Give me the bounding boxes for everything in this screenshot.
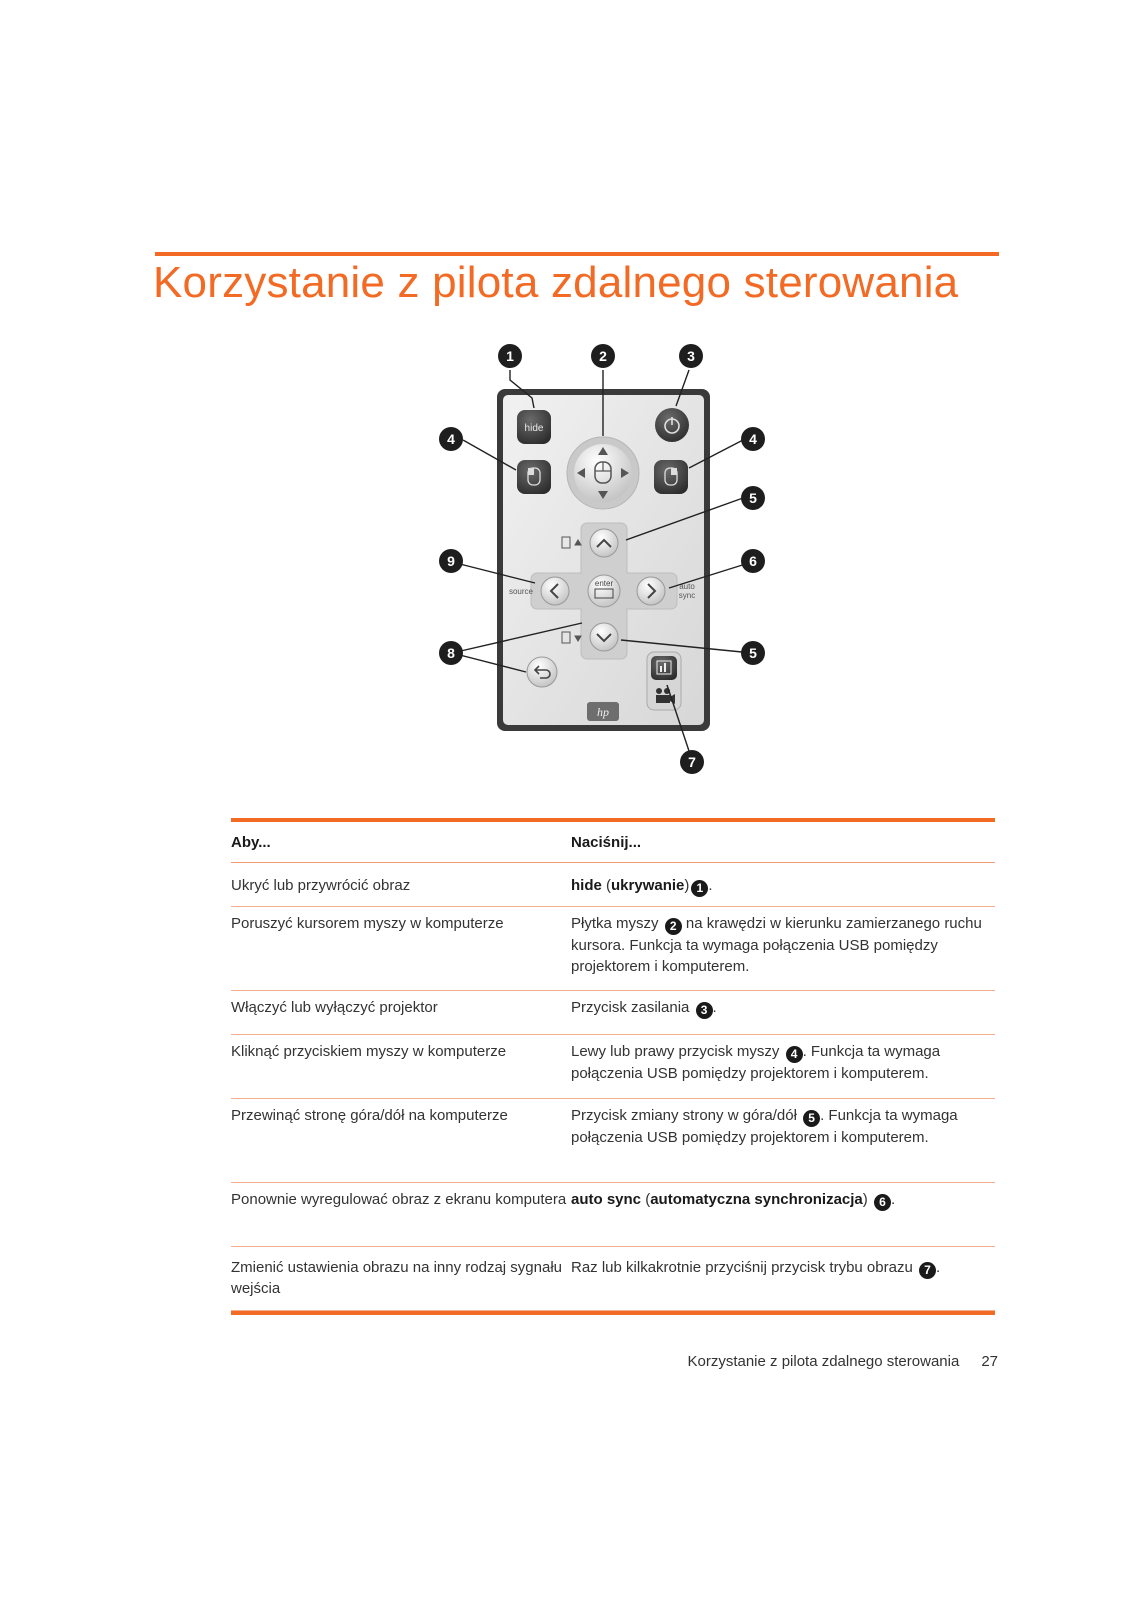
number-badge: 6 <box>874 1194 891 1211</box>
svg-text:hp: hp <box>597 705 609 719</box>
table-row <box>231 1247 995 1311</box>
header-col-action: Aby... <box>231 833 271 851</box>
picture-mode-button <box>647 652 681 710</box>
remote-control-figure <box>430 340 810 795</box>
callout-4-right <box>741 427 765 451</box>
callout-6 <box>741 549 765 573</box>
table-row <box>231 1035 995 1099</box>
svg-text:5: 5 <box>749 490 757 506</box>
number-badge: 3 <box>696 1002 713 1019</box>
number-badge: 1 <box>691 880 708 897</box>
number-badge: 4 <box>786 1046 803 1063</box>
table-row <box>231 907 995 991</box>
mouse-pad <box>567 437 639 509</box>
callout-5-top <box>741 486 765 510</box>
power-button <box>655 408 689 442</box>
row-action: Ponownie wyregulować obraz z ekranu komputera <box>231 1191 567 1208</box>
hp-logo <box>587 702 619 721</box>
svg-text:8: 8 <box>447 645 455 661</box>
page-title: Korzystanie z pilota zdalnego sterowania <box>153 258 959 307</box>
row-press: Przycisk zmiany strony w góra/dół 5 . Funkcja ta wymaga połączenia USB pomiędzy projektorem i komputerem. <box>571 1107 958 1146</box>
auto-sync-button <box>637 577 665 605</box>
title-rule <box>155 252 999 256</box>
svg-text:6: 6 <box>749 553 757 569</box>
usage-table <box>231 818 995 1315</box>
source-label: source <box>508 587 534 596</box>
number-badge: 2 <box>665 918 682 935</box>
row-action: Zmienić ustawienia obrazu na inny rodzaj sygnału wejścia <box>231 1259 563 1297</box>
hide-button <box>517 410 551 444</box>
row-action: Przewinąć stronę góra/dół na komputerze <box>231 1107 508 1124</box>
row-action: Poruszyć kursorem myszy w komputerze <box>231 915 504 932</box>
page-number: 27 <box>981 1353 998 1370</box>
auto-label: auto <box>679 582 695 591</box>
callout-8 <box>439 641 463 665</box>
enter-label: enter <box>594 579 614 588</box>
right-mouse-button <box>654 460 688 494</box>
sync-label: sync <box>678 591 696 600</box>
row-press: Przycisk zasilania 3 . <box>571 999 717 1017</box>
table-header <box>231 822 995 863</box>
callout-9 <box>439 549 463 573</box>
number-badge: 7 <box>919 1262 936 1279</box>
svg-text:4: 4 <box>447 431 455 447</box>
row-press: Płytka myszy 2 na krawędzi w kierunku zamierzanego ruchu kursora. Funkcja ta wymaga połączenia USB pomiędzy projektorem i komputerem. <box>571 915 982 975</box>
svg-text:9: 9 <box>447 553 455 569</box>
svg-text:1: 1 <box>506 348 514 364</box>
svg-text:4: 4 <box>749 431 757 447</box>
callout-2 <box>591 344 615 368</box>
callout-1 <box>498 344 522 368</box>
callout-5-bottom <box>741 641 765 665</box>
row-press: Lewy lub prawy przycisk myszy 4 . Funkcja ta wymaga połączenia USB pomiędzy projektorem i komputerem. <box>571 1043 941 1082</box>
hide-label: hide <box>524 423 544 434</box>
page-down-button <box>590 623 618 651</box>
page-footer <box>687 1353 998 1370</box>
header-col-press: Naciśnij... <box>571 833 642 851</box>
back-button <box>527 657 557 687</box>
left-mouse-button <box>517 460 551 494</box>
callout-7 <box>680 750 704 774</box>
table-row <box>231 991 995 1035</box>
table-row <box>231 863 995 907</box>
source-button <box>541 577 569 605</box>
row-press: hide (ukrywanie) 1 . <box>571 877 713 895</box>
row-press: auto sync (automatyczna synchronizacja) 6 . <box>571 1191 896 1209</box>
svg-text:2: 2 <box>599 348 607 364</box>
svg-text:7: 7 <box>688 754 696 770</box>
number-badge: 5 <box>803 1110 820 1127</box>
table-bottom-rule <box>231 1311 995 1315</box>
row-action: Kliknąć przyciskiem myszy w komputerze <box>231 1043 507 1060</box>
page-up-button <box>590 529 618 557</box>
table-row <box>231 1183 995 1247</box>
callout-3 <box>679 344 703 368</box>
table-row <box>231 1099 995 1183</box>
row-press: Raz lub kilkakrotnie przyciśnij przycisk trybu obrazu 7 . <box>571 1259 941 1277</box>
row-action: Ukryć lub przywrócić obraz <box>231 877 411 894</box>
svg-text:3: 3 <box>687 348 695 364</box>
callout-4-left <box>439 427 463 451</box>
svg-text:5: 5 <box>749 645 757 661</box>
row-action: Włączyć lub wyłączyć projektor <box>231 999 438 1016</box>
footer-title: Korzystanie z pilota zdalnego sterowania <box>687 1353 960 1370</box>
